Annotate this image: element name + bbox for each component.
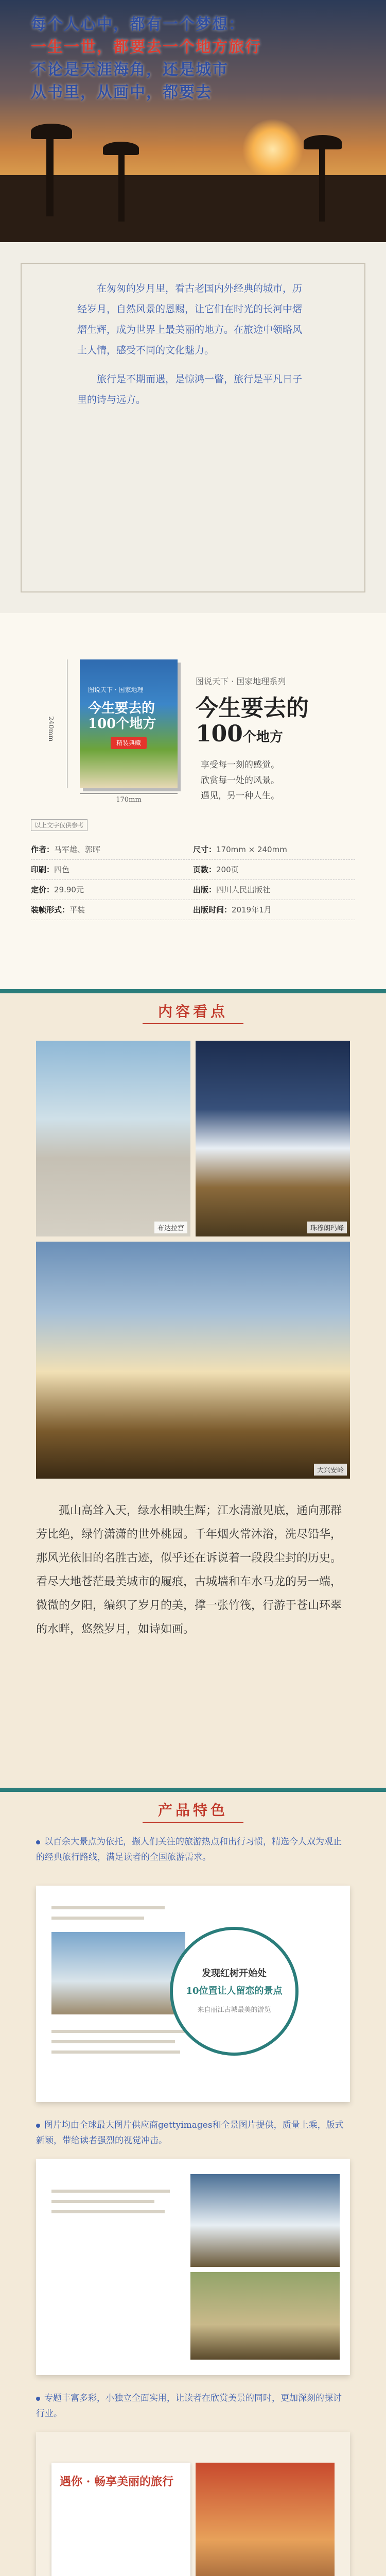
intro-text [77, 278, 309, 418]
intro-paragraph: 旅行是不期而遇，是惊鸿一瞥，旅行是平凡日子里的诗与远方。 [77, 374, 303, 405]
section-bar [0, 989, 386, 993]
mock-text-line [51, 2200, 154, 2203]
mock-text-line [51, 2050, 180, 2054]
section-bar [0, 1788, 386, 1792]
section-title-highlights: 内容看点 [0, 989, 386, 1025]
highlights-text: 孤山高耸入天，绿水相映生辉；江水清澈见底，通向那群芳比绝，绿竹潇潇的世外桃园。千年烟火常沐浴，洗尽铅华，那风光依旧的名胜古迹，似乎还在诉说着一段段尘封的历史。看尽大地苍茫最美城市的履痕，古城墙和车水马龙的另一端，微微的夕阳，编织了岁月的美，撑一张竹筏，行游于苍山环翠的水畔，悠然岁月，如诗如画。 [36, 1504, 342, 1636]
cover-title: 今生要去的100个地方 [88, 701, 156, 732]
meta-row: 印刷：四色 页数：200页 [31, 860, 355, 880]
mock-text-line [51, 2040, 175, 2043]
meta-row: 定价：29.90元 出版：四川人民出版社 [31, 880, 355, 900]
sunset-sun [242, 118, 304, 180]
section-title-features: 产品特色 [0, 1788, 386, 1824]
hero-line: 每个人心中，都有一个梦想： [31, 15, 245, 33]
crane-silhouette [304, 135, 342, 149]
spread-photo [190, 2174, 340, 2267]
hero-line: 一生一世，都要去一个地方旅行 [31, 38, 261, 56]
spread-photo [51, 1932, 185, 2014]
intro-paragraph: 在匆匆的岁月里，看古老国内外经典的城市，历经岁月，自然风景的恩赐，让它们在时光的长河中熠熠生辉，成为世界上最美丽的地方。在旅途中领略风土人情，感受不同的文化魅力。 [77, 283, 303, 356]
meta-row: 装帧形式：平装 出版时间：2019年1月 [31, 900, 355, 920]
height-label: 240mm [47, 716, 55, 742]
photo-mountain [196, 1041, 350, 1236]
feature-callout: 发现红树开始处 10位置让人留恋的景点 来自丽江古城最美的游览 [170, 1927, 299, 2056]
crane-silhouette [118, 149, 125, 222]
book-page: 遇你 · 畅享美丽的旅行 [51, 2463, 190, 2576]
series-label: 图说天下 · 国家地理系列 [196, 676, 286, 686]
photo-caption: 布达拉宫 [154, 1222, 187, 1233]
cover-badge: 精装典藏 [111, 737, 147, 749]
feature-spread-2 [36, 2159, 350, 2375]
highlights-section [0, 1025, 386, 1788]
bullet-dot-icon [36, 2397, 40, 2401]
mock-text-line [51, 2210, 165, 2213]
hero-ground [0, 175, 386, 242]
feature-item: 图片均由全球最大图片供应商gettyimages和全景图片提供，质量上乘，版式新颖，带给读者强烈的视觉冲击。 [36, 2120, 344, 2146]
hero-line: 从书里，从画中，都要去 [31, 83, 212, 101]
mock-text-line [51, 1917, 144, 1920]
spread-photo [196, 2463, 335, 2576]
crane-silhouette [31, 124, 72, 139]
book-cover [80, 659, 178, 788]
photo-palace [36, 1041, 190, 1236]
hero-slogan [31, 13, 360, 104]
intro-section [0, 242, 386, 613]
width-dimension: 170mm [80, 793, 178, 804]
features-section [0, 1824, 386, 2576]
cover-series: 图说天下 · 国家地理 [88, 686, 144, 693]
mock-text-line [51, 2030, 185, 2033]
photo-forest [36, 1242, 350, 1479]
book-meta-table [31, 840, 355, 920]
feature-item: 以百余大景点为依托，撷人们关注的旅游热点和出行习惯，精选今人双为观止的经典旅行路线，满足读者的全国旅游需求。 [36, 1837, 342, 1862]
book-tagline: 享受每一刻的感觉。 欣赏每一处的风景。 遇见，另一种人生。 [201, 760, 279, 801]
mock-text-line [51, 2190, 170, 2193]
book-title: 今生要去的 100个地方 [196, 695, 309, 747]
feature-spread-3 [36, 2432, 350, 2576]
bullet-dot-icon [36, 2124, 40, 2128]
hero-line: 不论是天涯海角，还是城市 [31, 61, 229, 79]
photo-caption: 珠穆朗玛峰 [307, 1222, 347, 1233]
crane-silhouette [46, 134, 54, 216]
hero-banner [0, 0, 386, 242]
crane-silhouette [319, 144, 325, 222]
mock-text-line [51, 1906, 165, 1909]
photo-caption: 大兴安岭 [314, 1464, 347, 1476]
disclaimer-label: 以上文字仅供参考 [31, 819, 87, 831]
spread-photo [190, 2272, 340, 2360]
bullet-dot-icon [36, 1840, 40, 1844]
feature-item: 专题丰富多彩，小独立全面实用，让读者在欣赏美景的同时，更加深刻的探讨行业。 [36, 2393, 342, 2419]
meta-row: 作者：马军雄、郭晖 尺寸：170mm × 240mm [31, 840, 355, 860]
crane-silhouette [103, 142, 139, 155]
book-info-section [0, 613, 386, 989]
